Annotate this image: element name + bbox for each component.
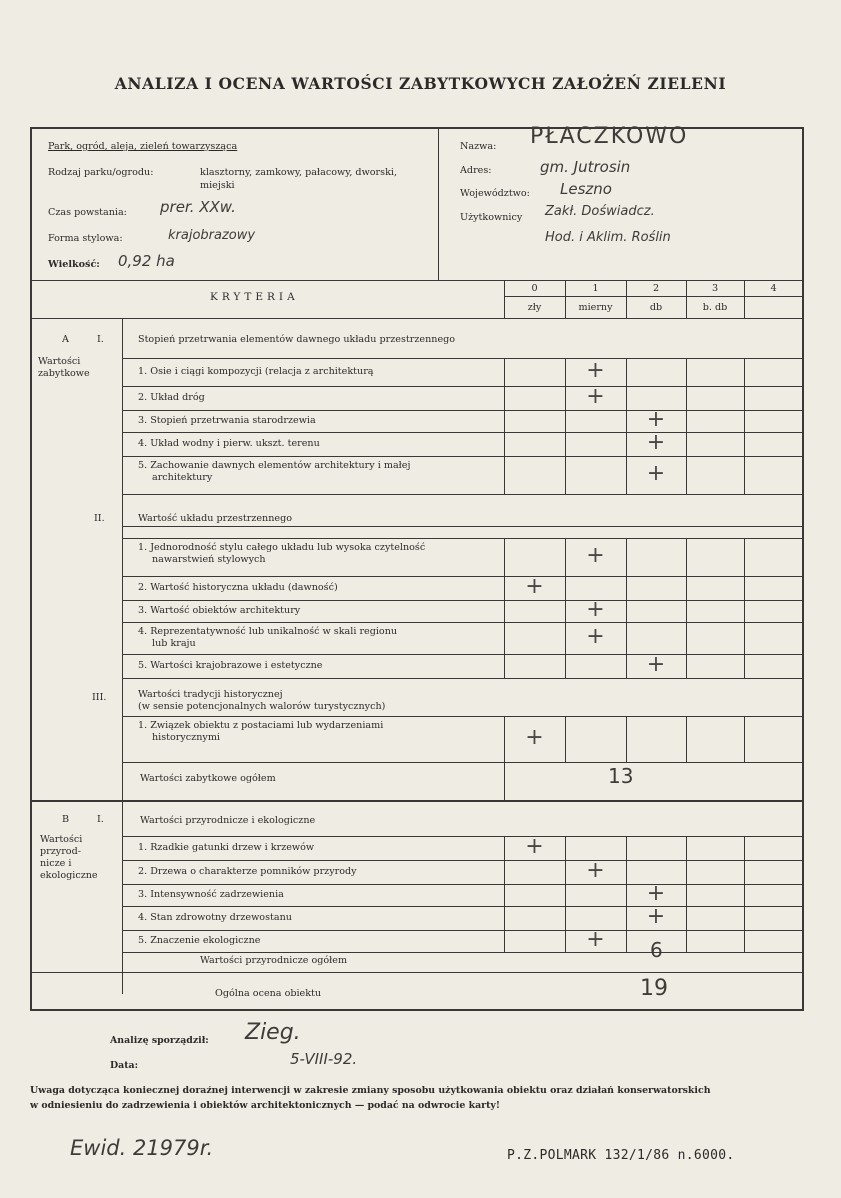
row-line bbox=[123, 952, 803, 953]
score-mark: + bbox=[646, 461, 666, 486]
section-b-roman: I. bbox=[97, 814, 104, 825]
section-b-name-3: nicze i bbox=[40, 858, 72, 869]
grid-column-line bbox=[744, 836, 745, 952]
col-head-divider bbox=[626, 280, 627, 318]
row-line bbox=[123, 930, 803, 931]
criterion-label-cont: nawarstwień stylowych bbox=[152, 554, 266, 565]
wielkosc-label: Wielkość: bbox=[48, 259, 100, 270]
grid-column-line bbox=[803, 716, 804, 762]
criterion-label: 3. Intensywność zadrzewienia bbox=[138, 889, 284, 900]
grid-column-line bbox=[686, 836, 687, 952]
row-line bbox=[123, 432, 803, 433]
grid-column-line bbox=[686, 538, 687, 678]
grid-column-line bbox=[504, 716, 505, 762]
grid-column-line bbox=[744, 358, 745, 494]
criterion-label: 2. Drzewa o charakterze pomników przyrody bbox=[138, 866, 357, 877]
analiza-label: Analizę sporządził: bbox=[110, 1035, 209, 1046]
section-b-left-bottom bbox=[31, 972, 123, 973]
criterion-label: 1. Osie i ciągi kompozycji (relacja z architekturą bbox=[138, 366, 374, 377]
section-a-name-1: Wartości bbox=[38, 356, 81, 367]
col-2-name: db bbox=[649, 302, 663, 313]
col-head-divider bbox=[744, 280, 745, 318]
col-0-name: zły bbox=[527, 302, 542, 313]
row-line bbox=[123, 860, 803, 861]
score-mark: + bbox=[586, 358, 605, 383]
score-mark: + bbox=[586, 384, 605, 409]
section-b-title: Wartości przyrodnicze i ekologiczne bbox=[140, 815, 316, 826]
czas-value: prer. XXw. bbox=[160, 198, 236, 216]
grid-column-line bbox=[803, 538, 804, 678]
criterion-label-cont: architektury bbox=[152, 472, 213, 483]
row-line bbox=[123, 622, 803, 623]
forma-value: krajobrazowy bbox=[168, 228, 256, 243]
row-line bbox=[123, 762, 803, 763]
row-line bbox=[123, 836, 803, 837]
rodzaj-options: klasztorny, zamkowy, pałacowy, dworski, bbox=[200, 167, 398, 178]
criterion-label: 3. Stopień przetrwania starodrzewia bbox=[138, 415, 316, 426]
section-a-iii-title-2: (w sensie potencjonalnych walorów turystycznych) bbox=[138, 701, 386, 712]
criterion-label: 4. Reprezentatywność lub unikalność w skali regionu bbox=[138, 626, 398, 637]
note-line-2: w odniesieniu do zadrzewienia i obiektów architektonicznych — podać na odwrocie karty! bbox=[30, 1100, 500, 1111]
section-a-ii-roman: II. bbox=[94, 513, 105, 524]
nazwa-label: Nazwa: bbox=[460, 141, 497, 152]
header-bottom-line bbox=[31, 280, 803, 281]
col-4-number: 4 bbox=[770, 283, 777, 294]
criterion-label: 1. Rzadkie gatunki drzew i krzewów bbox=[138, 842, 315, 853]
section-b-name-2: przyrod- bbox=[40, 846, 81, 857]
criteria-subdivider bbox=[504, 296, 803, 297]
adres-label: Adres: bbox=[460, 165, 492, 176]
section-a-i-title: Stopień przetrwania elementów dawnego układu przestrzennego bbox=[138, 334, 456, 345]
section-a-roman: I. bbox=[97, 334, 104, 345]
grid-column-line bbox=[803, 836, 804, 952]
col-head-divider bbox=[686, 280, 687, 318]
form-title: ANALIZA I OCENA WARTOŚCI ZABYTKOWYCH ZAŁOŻEŃ ZIELENI bbox=[114, 74, 727, 93]
overall-value: 19 bbox=[640, 976, 668, 1001]
row-line bbox=[123, 410, 803, 411]
grid-column-line bbox=[803, 358, 804, 494]
criterion-label: 2. Układ dróg bbox=[138, 392, 205, 403]
grid-column-line bbox=[626, 716, 627, 762]
col-0-number: 0 bbox=[531, 283, 538, 294]
analiza-signature: Zieg. bbox=[245, 1020, 301, 1045]
criterion-label: 1. Jednorodność stylu całego układu lub wysoka czytelność bbox=[138, 542, 426, 553]
row-line bbox=[123, 358, 803, 359]
section-a-ii-title: Wartość układu przestrzennego bbox=[138, 513, 293, 524]
section-a-total-label: Wartości zabytkowe ogółem bbox=[140, 773, 276, 784]
score-mark: + bbox=[525, 834, 544, 859]
overall-top-line bbox=[123, 972, 803, 973]
grid-column-line bbox=[626, 538, 627, 678]
uzytkownicy-label: Użytkownicy bbox=[460, 212, 523, 223]
section-line bbox=[123, 526, 803, 527]
row-line bbox=[123, 678, 803, 679]
grid-column-line bbox=[504, 538, 505, 678]
section-b-total-value: 6 bbox=[650, 938, 663, 962]
grid-column-line bbox=[686, 716, 687, 762]
kryteria-label: KRYTERIA bbox=[210, 291, 299, 303]
score-mark: + bbox=[525, 574, 544, 599]
overall-label: Ogólna ocena obiektu bbox=[215, 988, 322, 999]
grid-column-line bbox=[565, 836, 566, 952]
score-mark: + bbox=[586, 597, 605, 622]
row-line bbox=[123, 884, 803, 885]
criteria-bottom-line bbox=[31, 318, 803, 319]
uzytkownicy-value-2: Hod. i Aklim. Roślin bbox=[545, 230, 671, 245]
park-type-label: Park, ogród, aleja, zieleń towarzysząca bbox=[48, 141, 238, 152]
row-line bbox=[123, 538, 803, 539]
data-value: 5-VIII-92. bbox=[290, 1050, 358, 1068]
row-line bbox=[123, 716, 803, 717]
section-b-total-label: Wartości przyrodnicze ogółem bbox=[200, 955, 348, 966]
grid-column-line bbox=[504, 358, 505, 494]
grid-column-line bbox=[744, 716, 745, 762]
score-mark: + bbox=[646, 881, 666, 906]
czas-label: Czas powstania: bbox=[48, 207, 127, 218]
criterion-label: 5. Wartości krajobrazowe i estetyczne bbox=[138, 660, 323, 671]
section-a-iii-roman: III. bbox=[92, 692, 107, 703]
col-2-number: 2 bbox=[652, 283, 660, 294]
criterion-label: 5. Zachowanie dawnych elementów architektury i małej bbox=[138, 460, 411, 471]
uzytkownicy-value-1: Zakł. Doświadcz. bbox=[545, 204, 655, 219]
section-line bbox=[123, 800, 803, 801]
rodzaj-options-2: miejski bbox=[200, 180, 235, 191]
section-a-total-value: 13 bbox=[608, 764, 634, 788]
score-mark: + bbox=[525, 725, 544, 750]
ewid-number: Ewid. 21979r. bbox=[70, 1136, 214, 1160]
header-divider bbox=[438, 128, 439, 280]
grid-column-line bbox=[626, 836, 627, 952]
section-a-name-2: zabytkowe bbox=[38, 368, 90, 379]
note-line-1: Uwaga dotycząca koniecznej doraźnej interwencji w zakresie zmiany sposobu użytkowania obiektu oraz działań konserwatorskich bbox=[30, 1085, 711, 1096]
adres-value: gm. Jutrosin bbox=[540, 158, 631, 176]
wojewodztwo-label: Województwo: bbox=[460, 188, 530, 199]
row-line bbox=[123, 386, 803, 387]
col-head-divider bbox=[504, 280, 505, 318]
score-mark: + bbox=[646, 652, 666, 677]
grid-column-line bbox=[626, 358, 627, 494]
grid-column-line bbox=[744, 538, 745, 678]
row-line bbox=[123, 456, 803, 457]
col-3-number: 3 bbox=[711, 283, 719, 294]
criterion-label-cont: historycznymi bbox=[152, 732, 220, 743]
criterion-label: 2. Wartość historyczna układu (dawność) bbox=[138, 582, 338, 593]
col-head-divider bbox=[565, 280, 566, 318]
score-mark: + bbox=[586, 858, 605, 883]
criterion-label: 3. Wartość obiektów architektury bbox=[138, 605, 301, 616]
criterion-label: 5. Znaczenie ekologiczne bbox=[138, 935, 261, 946]
row-line bbox=[123, 494, 803, 495]
row-line bbox=[123, 654, 803, 655]
section-b-name-1: Wartości bbox=[40, 834, 83, 845]
row-line bbox=[123, 576, 803, 577]
grid-column-line bbox=[686, 358, 687, 494]
score-mark: + bbox=[646, 904, 666, 929]
grid-column-line bbox=[504, 836, 505, 952]
row-line bbox=[123, 906, 803, 907]
section-a-letter: A bbox=[62, 334, 69, 345]
print-code: P.Z.POLMARK 132/1/86 n.6000. bbox=[507, 1148, 735, 1163]
score-mark: + bbox=[586, 543, 605, 568]
rodzaj-label: Rodzaj parku/ogrodu: bbox=[48, 167, 154, 178]
section-b-letter: B bbox=[62, 814, 70, 825]
forma-label: Forma stylowa: bbox=[48, 233, 123, 244]
section-b-name-4: ekologiczne bbox=[40, 870, 98, 881]
criterion-label: 4. Stan zdrowotny drzewostanu bbox=[138, 912, 292, 923]
wielkosc-value: 0,92 ha bbox=[118, 252, 175, 270]
col-1-number: 1 bbox=[592, 283, 599, 294]
wojewodztwo-value: Leszno bbox=[560, 180, 612, 198]
left-column-divider bbox=[122, 318, 123, 994]
row-line bbox=[123, 600, 803, 601]
criterion-label: 4. Układ wodny i pierw. ukszt. terenu bbox=[138, 438, 320, 449]
col-3-name: b. db bbox=[702, 302, 728, 313]
total-divider bbox=[504, 762, 505, 800]
data-label: Data: bbox=[110, 1060, 139, 1071]
grid-column-line bbox=[565, 358, 566, 494]
criterion-label-cont: lub kraju bbox=[152, 638, 196, 649]
score-mark: + bbox=[646, 430, 666, 455]
grid-column-line bbox=[565, 538, 566, 678]
score-mark: + bbox=[586, 624, 605, 649]
score-mark: + bbox=[586, 927, 605, 952]
grid-column-line bbox=[565, 716, 566, 762]
criterion-label: 1. Związek obiektu z postaciami lub wydarzeniami bbox=[138, 720, 384, 731]
score-mark: + bbox=[646, 407, 666, 432]
nazwa-value: PŁACZKOWO bbox=[530, 124, 689, 149]
col-1-name: mierny bbox=[578, 302, 613, 313]
section-a-iii-title-1: Wartości tradycji historycznej bbox=[138, 689, 283, 700]
